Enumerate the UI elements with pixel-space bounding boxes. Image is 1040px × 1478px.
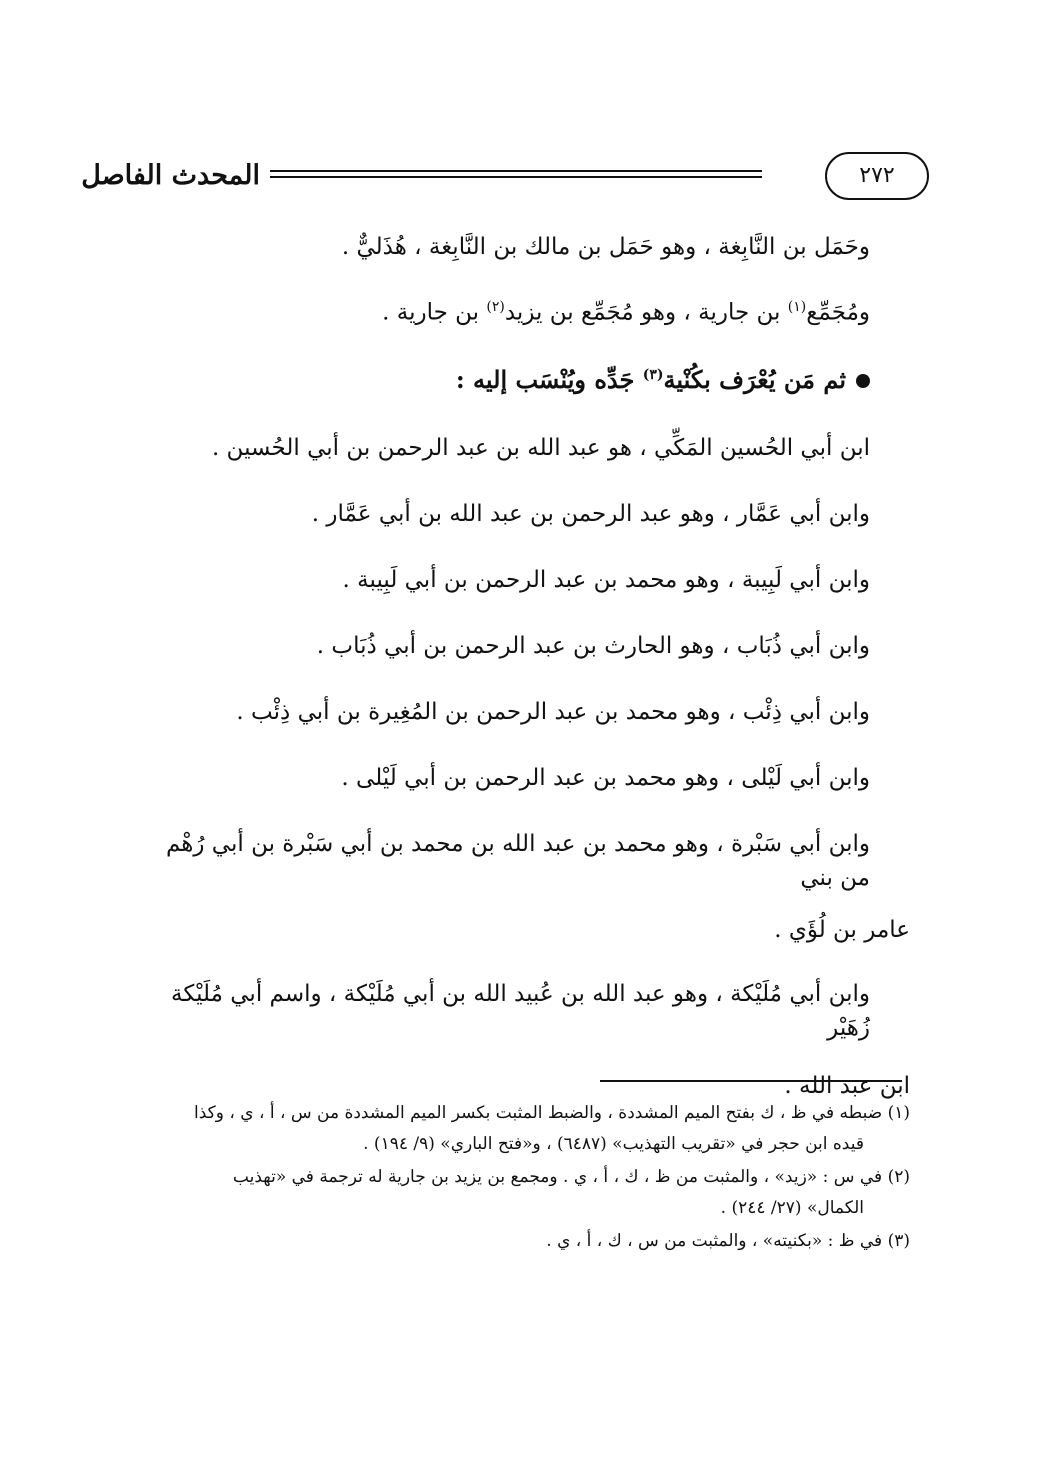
text-line: وابن أبي ذِئْب ، وهو محمد بن عبد الرحمن بن المُغِيرة بن أبي ذِئْب .	[236, 698, 870, 725]
text-line	[130, 290, 910, 330]
heading-fragment: ثم مَن يُعْرَف بكُنْية	[663, 364, 846, 394]
text-line: وابن أبي لَبِيبة ، وهو محمد بن عبد الرحمن بن أبي لَبِيبة .	[342, 566, 870, 593]
footnote-line: الكمال» (٢٧/ ٢٤٤) .	[720, 1198, 864, 1218]
text-line: وابن أبي لَيْلى ، وهو محمد بن عبد الرحمن بن أبي لَيْلى .	[341, 764, 870, 791]
footnote-line: قيده ابن حجر في «تقريب التهذيب» (٦٤٨٧) ، و«فتح الباري» (٩/ ١٩٤) .	[363, 1134, 864, 1154]
text-line: وابن أبي مُلَيْكة ، وهو عبد الله بن عُبيد الله بن أبي مُلَيْكة ، واسم أبي مُلَيْكة زُهَيْر	[171, 980, 870, 1041]
text-line: وابن أبي سَبْرة ، وهو محمد بن عبد الله بن محمد بن أبي سَبْرة بن أبي رُهْم من بني	[165, 830, 870, 891]
text-line: ابن عبد الله .	[784, 1072, 910, 1099]
footnote-line: (٣) في ظ : «بكنيته» ، والمثبت من س ، ك ، أ ، ي .	[546, 1231, 910, 1251]
text-line: وحَمَل بن النَّابِغة ، وهو حَمَل بن مالك بن النَّابِغة ، هُذَليٌّ .	[341, 234, 870, 260]
header-double-rule	[270, 170, 762, 178]
footnote-marker: (٢)	[486, 299, 505, 315]
footnote	[130, 1162, 910, 1224]
footnote-line: (١) ضبطه في ظ ، ك بفتح الميم المشددة ، والضبط المثبت بكسر الميم المشددة من س ، أ ، ي ، وكذا	[193, 1103, 910, 1123]
footnote	[130, 1098, 910, 1160]
text-line: ابن أبي الحُسين المَكِّي ، هو عبد الله بن عبد الرحمن بن أبي الحُسين .	[211, 434, 870, 461]
text-line: وابن أبي عَمَّار ، وهو عبد الرحمن بن عبد الله بن أبي عَمَّار .	[311, 500, 870, 527]
page-number: ٢٧٢	[825, 152, 929, 200]
page-header	[81, 150, 910, 206]
text-fragment: ومُجَمِّع	[806, 299, 870, 326]
text-line: وابن أبي ذُبَاب ، وهو الحارث بن عبد الرحمن بن أبي ذُبَاب .	[316, 632, 870, 659]
footnote-marker: (١)	[787, 299, 807, 315]
book-title: المحدث الفاصل	[81, 160, 260, 191]
footnotes	[130, 1098, 910, 1259]
text-line: عامر بن لُؤَي .	[774, 916, 910, 943]
bullet-icon	[856, 374, 870, 388]
text-fragment: بن جارية ، وهو مُجَمِّع بن يزيد	[504, 299, 788, 326]
footnote	[130, 1226, 910, 1257]
main-text	[130, 220, 910, 1103]
footnote-line: (٢) في س : «زيد» ، والمثبت من ظ ، ك ، أ ، ي . ومجمع بن يزيد بن جارية له ترجمة في «تهذيب	[232, 1167, 910, 1187]
heading-fragment: جَدِّه ويُنْسَب إليه :	[455, 364, 643, 394]
text-fragment: بن جارية .	[382, 299, 487, 326]
section-heading	[130, 358, 910, 397]
footnote-marker: (٣)	[642, 366, 664, 383]
footnote-separator	[600, 1080, 902, 1082]
